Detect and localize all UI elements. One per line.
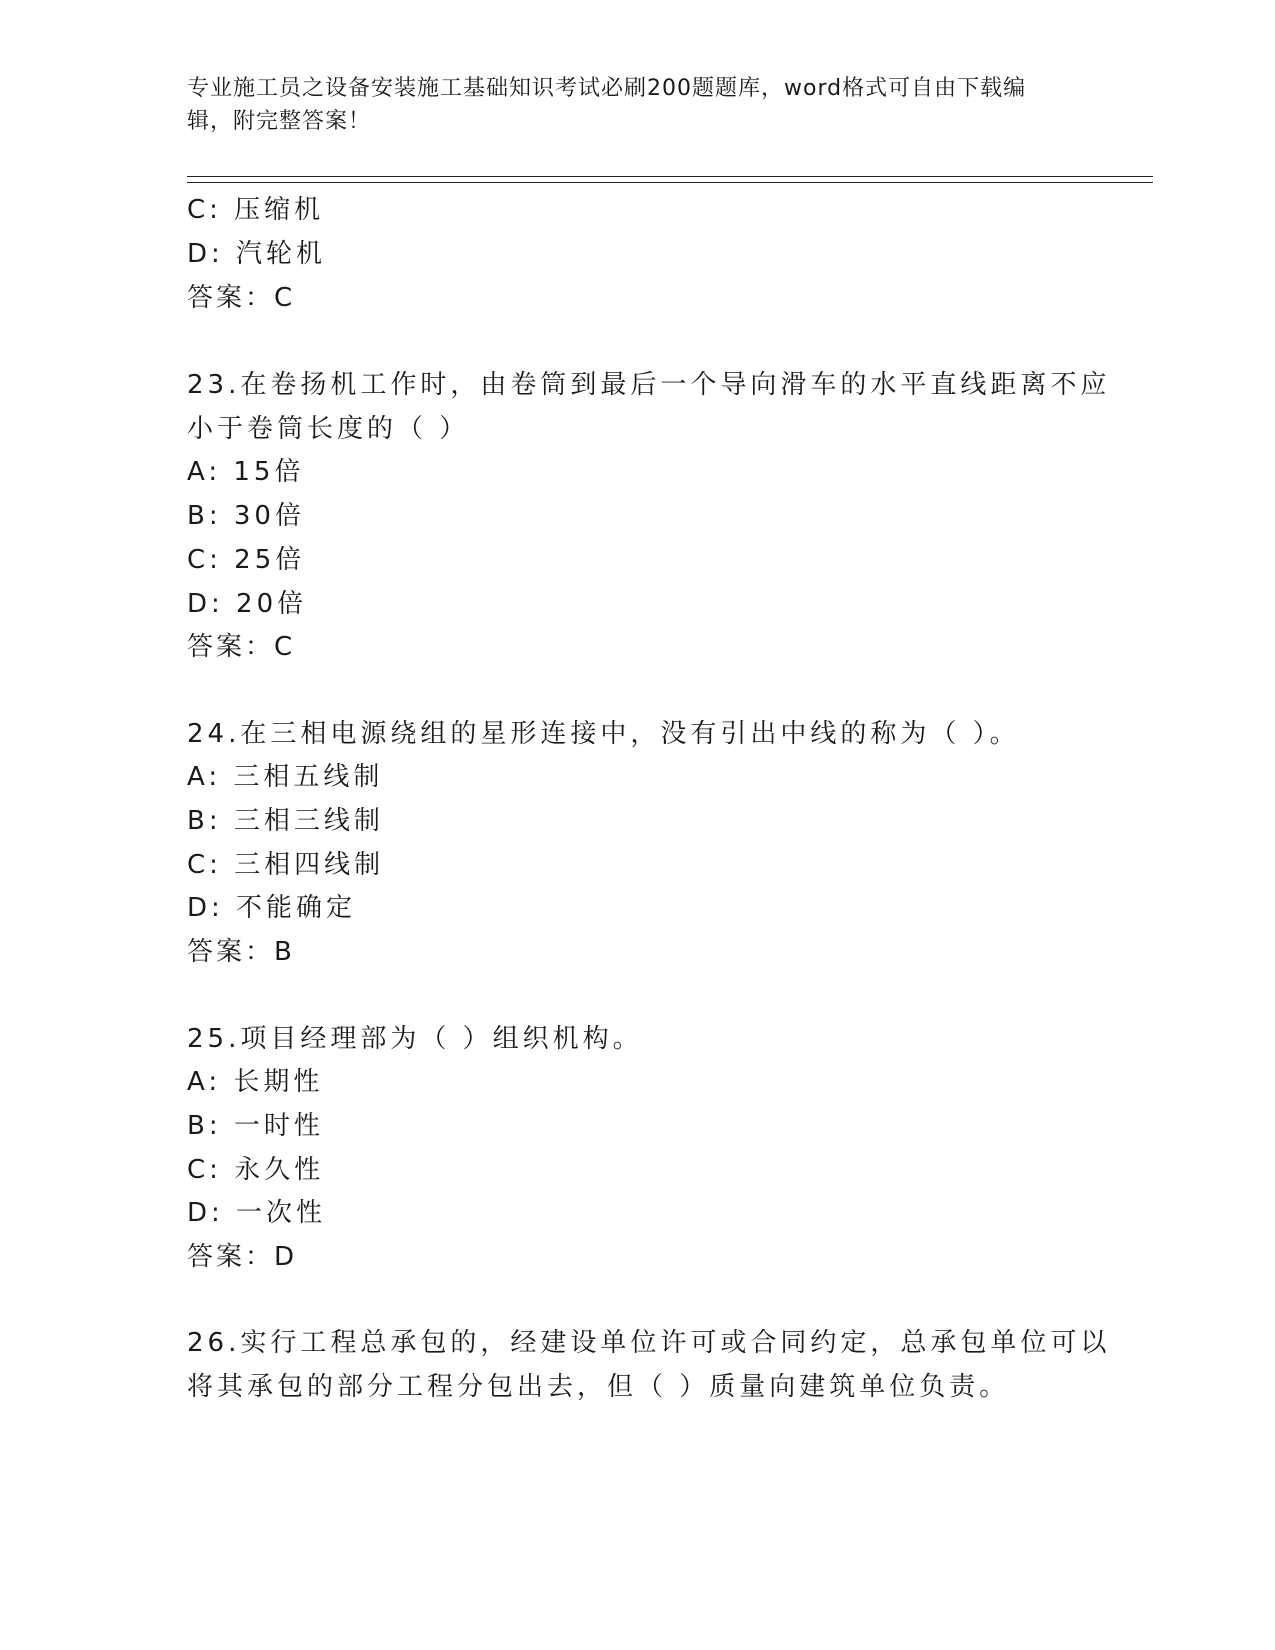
option-line: B: 30倍 [187, 501, 305, 531]
header-divider-top [187, 176, 1153, 177]
answer-line: 答案：C [187, 283, 296, 313]
question-stem: 将其承包的部分工程分包出去，但（ ）质量向建筑单位负责。 [187, 1372, 1010, 1402]
question-stem: 25.项目经理部为（ ）组织机构。 [187, 1024, 643, 1054]
option-line: B: 一时性 [187, 1111, 324, 1141]
question-stem: 24.在三相电源绕组的星形连接中，没有引出中线的称为（ ）。 [187, 719, 1020, 749]
option-line: C: 压缩机 [187, 195, 325, 225]
question-stem: 26.实行工程总承包的，经建设单位许可或合同约定，总承包单位可以 [187, 1328, 1111, 1358]
option-line: C: 三相四线制 [187, 850, 385, 880]
answer-line: 答案：C [187, 632, 296, 662]
option-line: C: 25倍 [187, 545, 306, 575]
option-line: C: 永久性 [187, 1155, 325, 1185]
option-line: D: 汽轮机 [187, 239, 327, 269]
option-line: B: 三相三线制 [187, 806, 384, 836]
question-stem: 23.在卷扬机工作时，由卷筒到最后一个导向滑车的水平直线距离不应 [187, 370, 1111, 400]
header-divider-bottom [187, 182, 1153, 183]
document-header: 专业施工员之设备安装施工基础知识考试必刷200题题库，word格式可自由下载编辑，附完整答案！ [187, 76, 1027, 134]
option-line: A: 15倍 [187, 457, 305, 487]
option-line: D: 不能确定 [187, 893, 357, 923]
question-stem: 小于卷筒长度的（ ） [187, 414, 470, 444]
option-line: D: 20倍 [187, 589, 308, 619]
option-line: D: 一次性 [187, 1198, 327, 1228]
answer-line: 答案：B [187, 937, 295, 967]
option-line: A: 三相五线制 [187, 762, 384, 792]
answer-line: 答案：D [187, 1242, 298, 1272]
option-line: A: 长期性 [187, 1067, 324, 1097]
